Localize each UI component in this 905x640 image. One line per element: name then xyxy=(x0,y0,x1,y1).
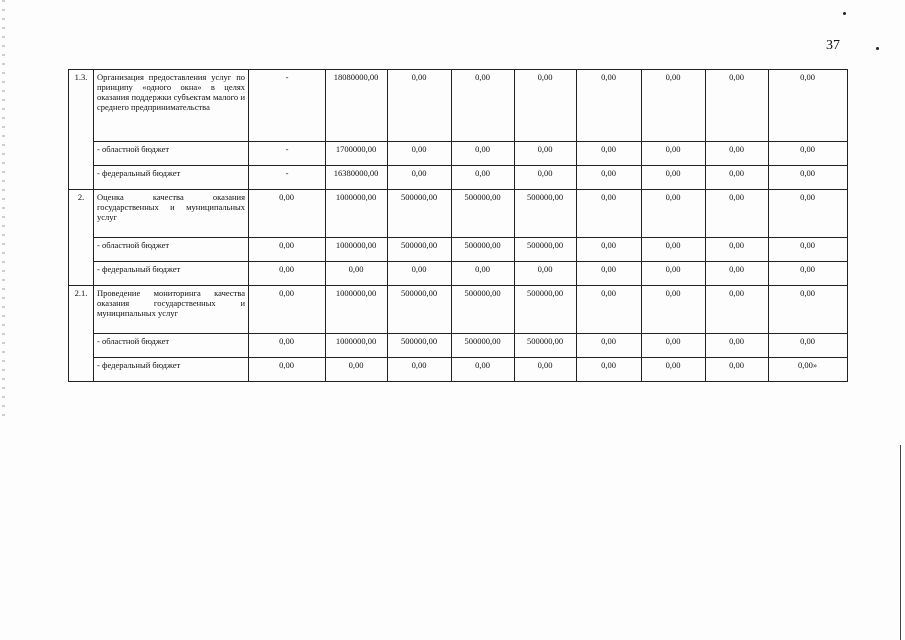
value-cell: 0,00 xyxy=(642,238,706,262)
value-cell: 500000,00 xyxy=(388,286,452,334)
value-cell: 500000,00 xyxy=(515,238,577,262)
row-number-cell xyxy=(69,142,94,166)
value-cell: 1000000,00 xyxy=(326,286,388,334)
value-cell: 0,00 xyxy=(706,262,769,286)
table-row xyxy=(69,142,848,166)
scan-artifact-right xyxy=(900,445,901,640)
value-cell: 0,00 xyxy=(769,262,848,286)
value-cell: 0,00 xyxy=(577,70,642,142)
value-cell: 0,00 xyxy=(249,334,326,358)
value-cell: 0,00 xyxy=(452,262,515,286)
value-cell: 0,00 xyxy=(642,334,706,358)
table-row xyxy=(69,238,848,262)
value-cell: 0,00 xyxy=(642,70,706,142)
value-cell: 500000,00 xyxy=(388,238,452,262)
value-cell: 1700000,00 xyxy=(326,142,388,166)
table-body xyxy=(69,70,848,382)
value-cell: 0,00 xyxy=(642,190,706,238)
value-cell: 500000,00 xyxy=(515,190,577,238)
value-cell: 0,00 xyxy=(577,142,642,166)
value-cell: 0,00 xyxy=(249,190,326,238)
value-cell: 0,00 xyxy=(706,286,769,334)
value-cell: - xyxy=(249,166,326,190)
value-cell: 0,00 xyxy=(577,334,642,358)
value-cell: 16380000,00 xyxy=(326,166,388,190)
value-cell: 0,00 xyxy=(769,334,848,358)
budget-source: - областной бюджет xyxy=(94,334,249,358)
value-cell: 0,00 xyxy=(388,262,452,286)
value-cell: 0,00 xyxy=(249,262,326,286)
value-cell: 0,00 xyxy=(769,190,848,238)
value-cell: 0,00 xyxy=(642,166,706,190)
value-cell: 0,00 xyxy=(577,262,642,286)
value-cell: 0,00 xyxy=(769,166,848,190)
budget-source: - областной бюджет xyxy=(94,238,249,262)
value-cell: 500000,00 xyxy=(452,190,515,238)
value-cell: 0,00 xyxy=(515,358,577,382)
value-cell: 0,00 xyxy=(388,70,452,142)
value-cell: 0,00 xyxy=(706,190,769,238)
value-cell: 0,00 xyxy=(249,358,326,382)
value-cell: - xyxy=(249,142,326,166)
value-cell: 500000,00 xyxy=(452,334,515,358)
value-cell: 0,00 xyxy=(515,262,577,286)
value-cell: 0,00 xyxy=(706,70,769,142)
value-cell: 0,00 xyxy=(577,190,642,238)
value-cell: 0,00 xyxy=(452,70,515,142)
value-cell: 0,00 xyxy=(706,166,769,190)
value-cell: 500000,00 xyxy=(515,286,577,334)
value-cell: 0,00 xyxy=(706,334,769,358)
value-cell: 0,00 xyxy=(515,142,577,166)
value-cell: 0,00 xyxy=(769,142,848,166)
value-cell: 0,00 xyxy=(706,358,769,382)
row-number-cell xyxy=(69,238,94,262)
value-cell: 0,00 xyxy=(577,166,642,190)
value-cell: 0,00 xyxy=(642,142,706,166)
value-cell: 0,00 xyxy=(515,166,577,190)
table-row xyxy=(69,286,848,334)
value-cell: 0,00 xyxy=(326,358,388,382)
value-cell: 0,00 xyxy=(249,238,326,262)
value-cell: 0,00 xyxy=(577,286,642,334)
page-number: 37 xyxy=(826,38,840,53)
value-cell: 0,00 xyxy=(706,142,769,166)
table-row xyxy=(69,190,848,238)
value-cell: 0,00 xyxy=(452,358,515,382)
value-cell: 0,00» xyxy=(769,358,848,382)
scan-speck xyxy=(876,47,879,50)
budget-source: - федеральный бюджет xyxy=(94,166,249,190)
budget-source: - областной бюджет xyxy=(94,142,249,166)
value-cell: 0,00 xyxy=(515,70,577,142)
value-cell: 500000,00 xyxy=(388,190,452,238)
value-cell: - xyxy=(249,70,326,142)
value-cell: 0,00 xyxy=(452,142,515,166)
scan-artifact-left xyxy=(2,0,5,420)
table-row xyxy=(69,262,848,286)
value-cell: 500000,00 xyxy=(452,238,515,262)
value-cell: 1000000,00 xyxy=(326,334,388,358)
row-number-cell xyxy=(69,166,94,190)
row-number-cell xyxy=(69,334,94,358)
value-cell: 0,00 xyxy=(577,358,642,382)
value-cell: 18080000,00 xyxy=(326,70,388,142)
value-cell: 1000000,00 xyxy=(326,190,388,238)
row-number: 1.3. xyxy=(69,70,94,142)
value-cell: 500000,00 xyxy=(452,286,515,334)
budget-source: - федеральный бюджет xyxy=(94,358,249,382)
value-cell: 0,00 xyxy=(706,238,769,262)
row-number: 2. xyxy=(69,190,94,238)
value-cell: 0,00 xyxy=(769,70,848,142)
value-cell: 0,00 xyxy=(388,142,452,166)
item-name: Организация предоставления услуг по принципу «одного окна» в целях оказания поддержки субъектам малого и среднего предпринимательства xyxy=(94,70,249,142)
value-cell: 0,00 xyxy=(388,166,452,190)
row-number-cell xyxy=(69,262,94,286)
value-cell: 1000000,00 xyxy=(326,238,388,262)
value-cell: 0,00 xyxy=(642,286,706,334)
value-cell: 0,00 xyxy=(388,358,452,382)
value-cell: 0,00 xyxy=(769,286,848,334)
value-cell: 0,00 xyxy=(577,238,642,262)
value-cell: 0,00 xyxy=(452,166,515,190)
row-number-cell xyxy=(69,358,94,382)
budget-table xyxy=(68,69,848,382)
budget-source: - федеральный бюджет xyxy=(94,262,249,286)
table-row xyxy=(69,166,848,190)
value-cell: 0,00 xyxy=(642,358,706,382)
value-cell: 0,00 xyxy=(326,262,388,286)
value-cell: 500000,00 xyxy=(388,334,452,358)
scan-speck xyxy=(843,12,846,15)
value-cell: 0,00 xyxy=(642,262,706,286)
value-cell: 0,00 xyxy=(769,238,848,262)
table-row xyxy=(69,358,848,382)
item-name: Проведение мониторинга качества оказания государственных и муниципальных услуг xyxy=(94,286,249,334)
row-number: 2.1. xyxy=(69,286,94,334)
value-cell: 0,00 xyxy=(249,286,326,334)
item-name: Оценка качества оказания государственных и муниципальных услуг xyxy=(94,190,249,238)
value-cell: 500000,00 xyxy=(515,334,577,358)
table-row xyxy=(69,334,848,358)
table-row xyxy=(69,70,848,142)
